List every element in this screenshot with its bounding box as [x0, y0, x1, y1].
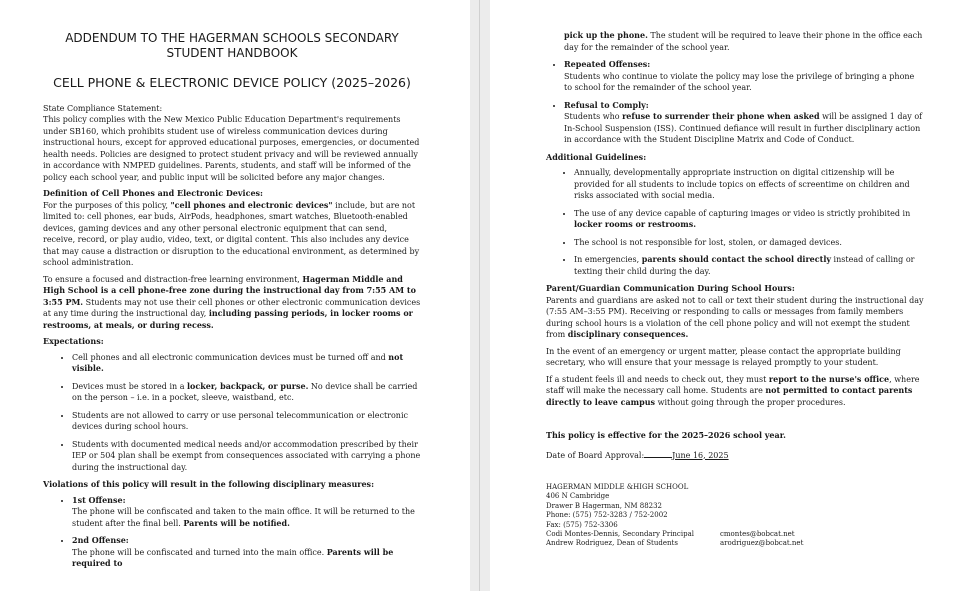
guideline-item: • The use of any device capable of capturing images or video is strictly prohibited in locker rooms or restrooms. [574, 208, 924, 231]
footer-contact-row [546, 530, 924, 539]
parent-body: Parents and guardians are asked not to call or text their student during the instructional day (7:55 AM–3:55 PM). Receiving or responding to calls or messages from family members during school hours is a violation of the cell phone policy and will not exempt the student from disciplinary consequences. [546, 295, 924, 339]
first-offense-item: • 1st Offense: The phone will be confiscated and taken to the main office. It will be returned to the student after the final bell. Parents will be notified. [72, 495, 421, 530]
contact-dean-name: Andrew Rodriguez, Dean of Students [546, 539, 678, 548]
parent-heading: Parent/Guardian Communication During School Hours: [546, 283, 795, 293]
document-page-left [0, 0, 470, 591]
refusal-item: • Refusal to Comply: Students who refuse to surrender their phone when asked will be assigned 1 day of In-School Suspension (ISS). Continued defiance will result in further disciplinary action in accordance with the Student Discipline Matrix and Code of Conduct. [564, 100, 924, 146]
footer-contact-row [546, 539, 924, 548]
expectation-item: • Students are not allowed to carry or use personal telecommunication or electronic devices during school hours. [72, 410, 421, 433]
document-title: ADDENDUM TO THE HAGERMAN SCHOOLS SECONDARY STUDENT HANDBOOK [65, 31, 399, 60]
guideline-item: • The school is not responsible for lost, stolen, or damaged devices. [574, 237, 924, 249]
contact-principal-email: cmontes@bobcat.net [720, 530, 795, 539]
second-offense-continued: pick up the phone. The student will be required to leave their phone in the office each day for the remainder of the school year. [564, 30, 923, 52]
repeated-offense-item: • Repeated Offenses: Students who continue to violate the policy may lose the privilege of bringing a phone to school for the remainder of the school year. [564, 59, 924, 94]
footer-street: 406 N Cambridge [546, 492, 610, 501]
focus-paragraph: To ensure a focused and distraction-free learning environment, Hagerman Middle and High School is a cell phone-free zone during the instructional day from 7:55 AM to 3:55 PM. Students may not use their cell phones or other electronic communication devices at any time during the instructional day, including passing periods, in locker rooms or restrooms, at meals, or during recess. [43, 273, 421, 330]
violations-heading: Violations of this policy will result in the following disciplinary measures: [43, 479, 375, 489]
contact-dean-email: arodriguez@bobcat.net [720, 539, 804, 548]
first-offense-label: 1st Offense: [72, 494, 126, 505]
second-offense-item: • 2nd Offense: The phone will be confiscated and turned into the main office. Parents will be required to [72, 535, 421, 570]
policy-title: CELL PHONE & ELECTRONIC DEVICE POLICY (2025–2026) [53, 75, 411, 90]
footer-phone: Phone: (575) 752-3283 / 752-2002 [546, 511, 668, 520]
violations-list [43, 495, 421, 570]
expectation-item: • Devices must be stored in a locker, backpack, or purse. No device shall be carried on the person – i.e. in a pocket, sleeve, waistband, etc. [72, 381, 421, 404]
footer-fax: Fax: (575) 752-3306 [546, 520, 618, 529]
definition-heading: Definition of Cell Phones and Electronic Devices: [43, 188, 263, 198]
expectations-heading: Expectations: [43, 336, 104, 346]
expectation-item: • Students with documented medical needs and/or accommodation prescribed by their IEP or 504 plan shall be exempt from consequences associated with carrying a phone during the instructional day. [72, 439, 421, 474]
contact-principal-name: Codi Montes-Dennis, Secondary Principal [546, 530, 694, 539]
ill-paragraph: If a student feels ill and needs to check out, they must report to the nurse's office, where staff will make the necessary call home. Students are not permitted to contact parents directly to leave campus without going through the proper procedures. [546, 373, 920, 407]
expectations-list [43, 352, 421, 474]
guideline-item: • In emergencies, parents should contact the school directly instead of calling or texting their child during the day. [574, 254, 924, 277]
emergency-paragraph: In the event of an emergency or urgent matter, please contact the appropriate building secretary, who will ensure that your message is relayed promptly to your student. [546, 346, 901, 367]
footer-city: Drawer B Hagerman, NM 88232 [546, 501, 663, 510]
violations-more-list [546, 59, 924, 146]
page-separator [470, 0, 490, 591]
page-right-content [546, 30, 924, 549]
document-page-right [490, 0, 976, 591]
compliance-body: This policy complies with the New Mexico Public Education Department's requirements under SB160, which prohibits student use of wireless communication devices during instructional hours, except for approved educational purposes, emergencies, or documented health needs. Policies are designed to protect student privacy and will be reviewed annually in accordance with NMPED guidelines. Parents, students, and staff will be informed of the policy each school year, and public input will be solicited before any major changes. [43, 115, 420, 182]
effective-statement: This policy is effective for the 2025–2026 school year. [546, 430, 786, 440]
footer-school-name: HAGERMAN MIDDLE &HIGH SCHOOL [546, 483, 689, 491]
expectation-item: • Cell phones and all electronic communication devices must be turned off and not visible. [72, 352, 421, 375]
definition-body: For the purposes of this policy, "cell phones and electronic devices" include, but are not limited to: cell phones, ear buds, AirPods, headphones, smart watches, Bluetooth-enabled devices, gaming devices and any other personal electronic equipment that can send, receive, record, or play audio, video, text, or digital content. This also includes any device that may cause a distraction or disruption to the educational environment, as determined by school administration. [43, 199, 420, 267]
approval-date: June 16, 2025 [672, 450, 729, 460]
violations-continued-list [546, 30, 924, 53]
page-left-content [43, 31, 421, 576]
guideline-item: • Annually, developmentally appropriate instruction on digital citizenship will be provided for all students to include topics on effects of screentime on children and risks associated with social media. [574, 167, 924, 202]
compliance-heading: State Compliance Statement: [43, 103, 163, 113]
second-offense-label: 2nd Offense: [72, 535, 129, 545]
additional-heading: Additional Guidelines: [546, 151, 647, 162]
school-footer [546, 483, 924, 549]
additional-list [546, 167, 924, 277]
board-approval: Date of Board Approval: June 16, 2025 [546, 450, 729, 460]
